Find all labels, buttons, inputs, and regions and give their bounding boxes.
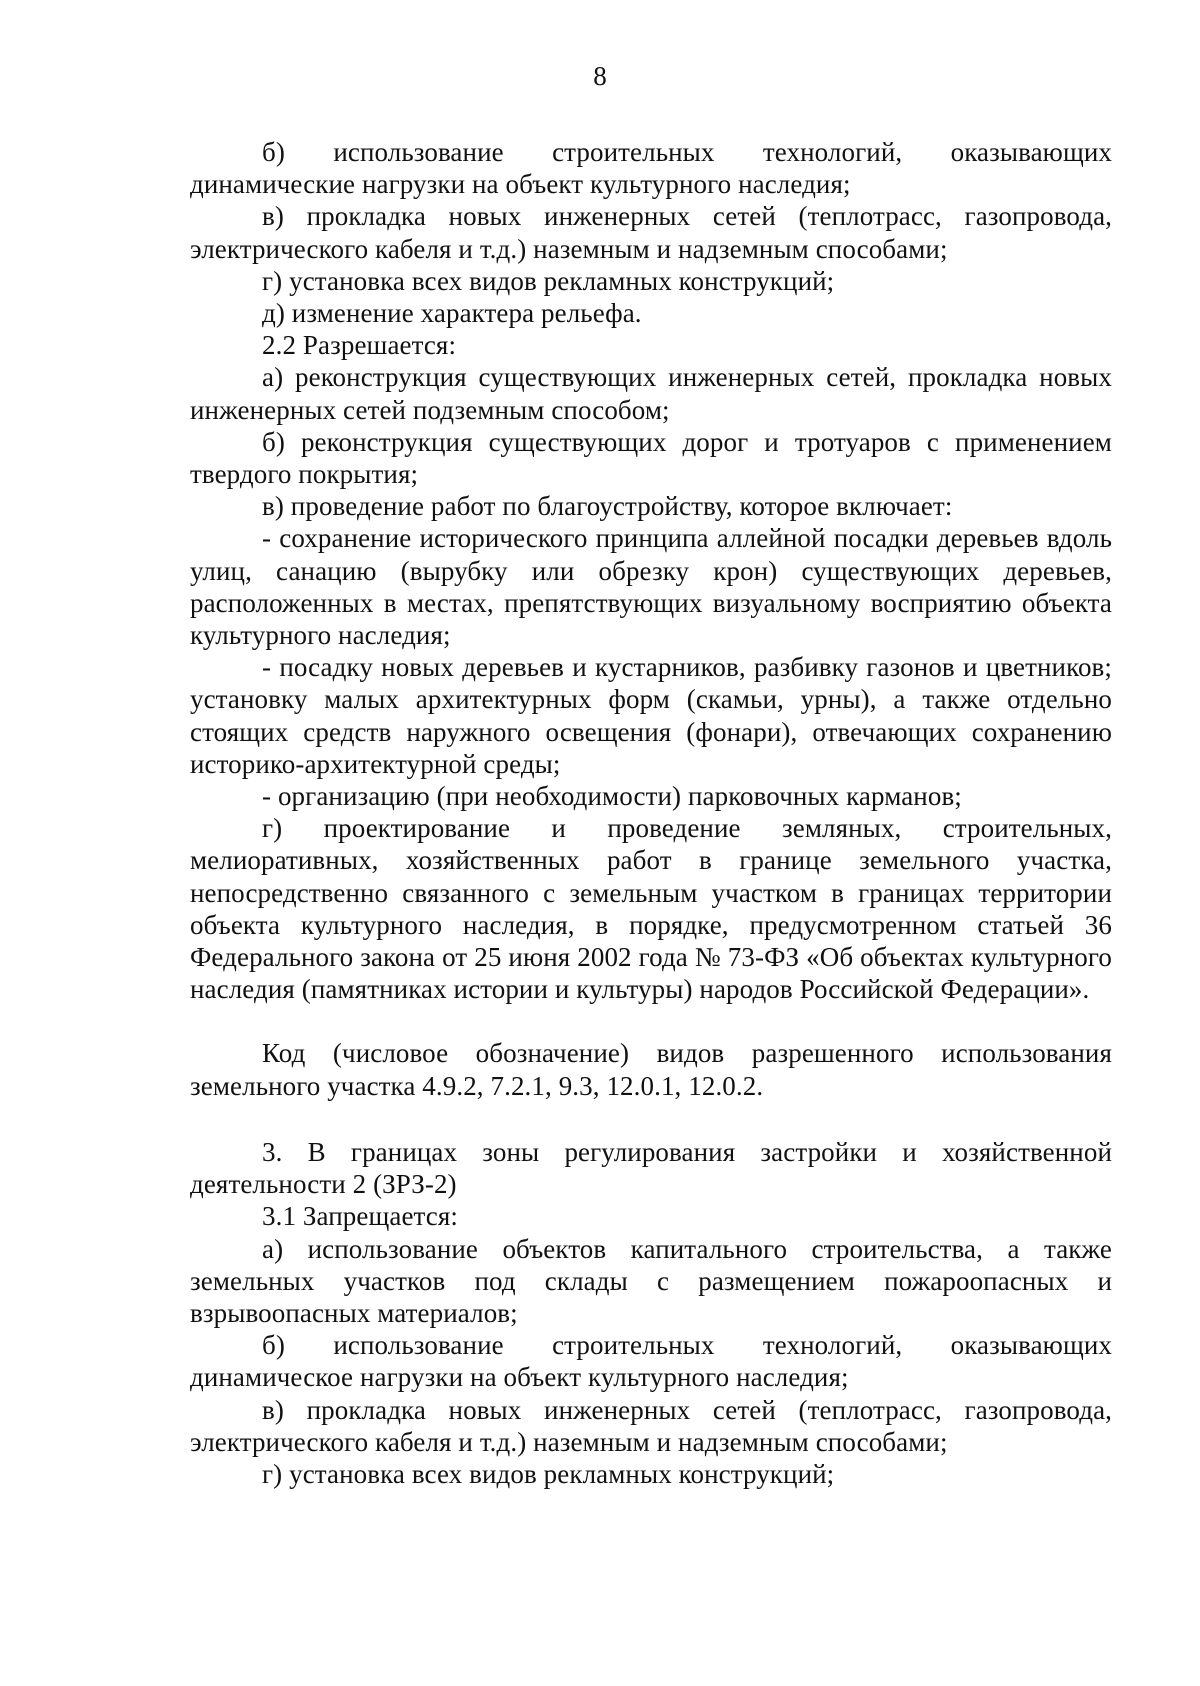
paragraph-zrz2-prohibition-g: г) установка всех видов рекламных конструкций; bbox=[262, 1458, 835, 1489]
paragraph-zrz2-prohibition-v: в) прокладка новых инженерных сетей (теплотрасс, газопровода, электрического кабеля и т.д.) наземным и надземным способами; bbox=[190, 1394, 1112, 1457]
section-heading-3: 3. В границах зоны регулирования застройки и хозяйственной деятельности 2 (ЗРЗ-2) bbox=[190, 1136, 1112, 1200]
paragraph-prohibition-v: в) прокладка новых инженерных сетей (теплотрасс, газопровода, электрического кабеля и т.д.) наземным и надземным способами; bbox=[190, 201, 1112, 264]
list-item-parking: - организацию (при необходимости) парковочных карманов; bbox=[262, 781, 962, 812]
paragraph-permitted-g: г) проектирование и проведение земляных, строительных, мелиоративных, хозяйственных работ в границе земельного участка, непосредственно связанного с земельным участком в границах территории объекта культурного наследия, в порядке, предусмотренном статьей 36 Федерального закона от 25 июня 2002 года № 73-ФЗ «Об объектах культурного наследия (памятниках истории и культуры) народов Российской Федерации». bbox=[190, 813, 1112, 1005]
paragraph-land-use-code: Код (числовое обозначение) видов разрешенного использования земельного участка 4.9.2, 7.2.1, 9.3, 12.0.1, 12.0.2. bbox=[190, 1038, 1112, 1101]
spacer bbox=[190, 1102, 1112, 1136]
paragraph-zrz2-prohibition-b: б) использование строительных технологий, оказывающих динамическое нагрузки на объект культурного наследия; bbox=[190, 1330, 1112, 1393]
paragraph-permitted-a: а) реконструкция существующих инженерных сетей, прокладка новых инженерных сетей подземным способом; bbox=[190, 362, 1112, 425]
section-heading-2-2: 2.2 Разрешается: bbox=[262, 330, 457, 361]
list-item-planting: - посадку новых деревьев и кустарников, разбивку газонов и цветников; установку малых архитектурных форм (скамьи, урны), а также отдельно стоящих средств наружного освещения (фонари), отвечающих сохранению историко-архитектурной среды; bbox=[190, 652, 1112, 779]
list-item-tree-preservation: - сохранение исторического принципа аллейной посадки деревьев вдоль улиц, санацию (вырубку или обрезку крон) существующих деревьев, расположенных в местах, препятствующих визуальному восприятию объекта культурного наследия; bbox=[190, 523, 1112, 651]
paragraph-prohibition-b: б) использование строительных технологий, оказывающих динамические нагрузки на объект культурного наследия; bbox=[190, 137, 1112, 200]
paragraph-permitted-b: б) реконструкция существующих дорог и тротуаров с применением твердого покрытия; bbox=[190, 426, 1112, 490]
paragraph-permitted-v: в) проведение работ по благоустройству, которое включает: bbox=[262, 491, 953, 522]
paragraph-prohibition-g: г) установка всех видов рекламных конструкций; bbox=[262, 265, 835, 296]
paragraph-prohibition-d: д) изменение характера рельефа. bbox=[262, 298, 642, 329]
spacer bbox=[190, 1005, 1112, 1037]
document-body bbox=[190, 136, 1112, 1490]
page-number: 8 bbox=[593, 61, 607, 91]
section-heading-3-1: 3.1 Запрещается: bbox=[262, 1201, 458, 1232]
paragraph-zrz2-prohibition-a: а) использование объектов капитального строительства, а также земельных участков под склады с размещением пожароопасных и взрывоопасных материалов; bbox=[190, 1233, 1112, 1328]
